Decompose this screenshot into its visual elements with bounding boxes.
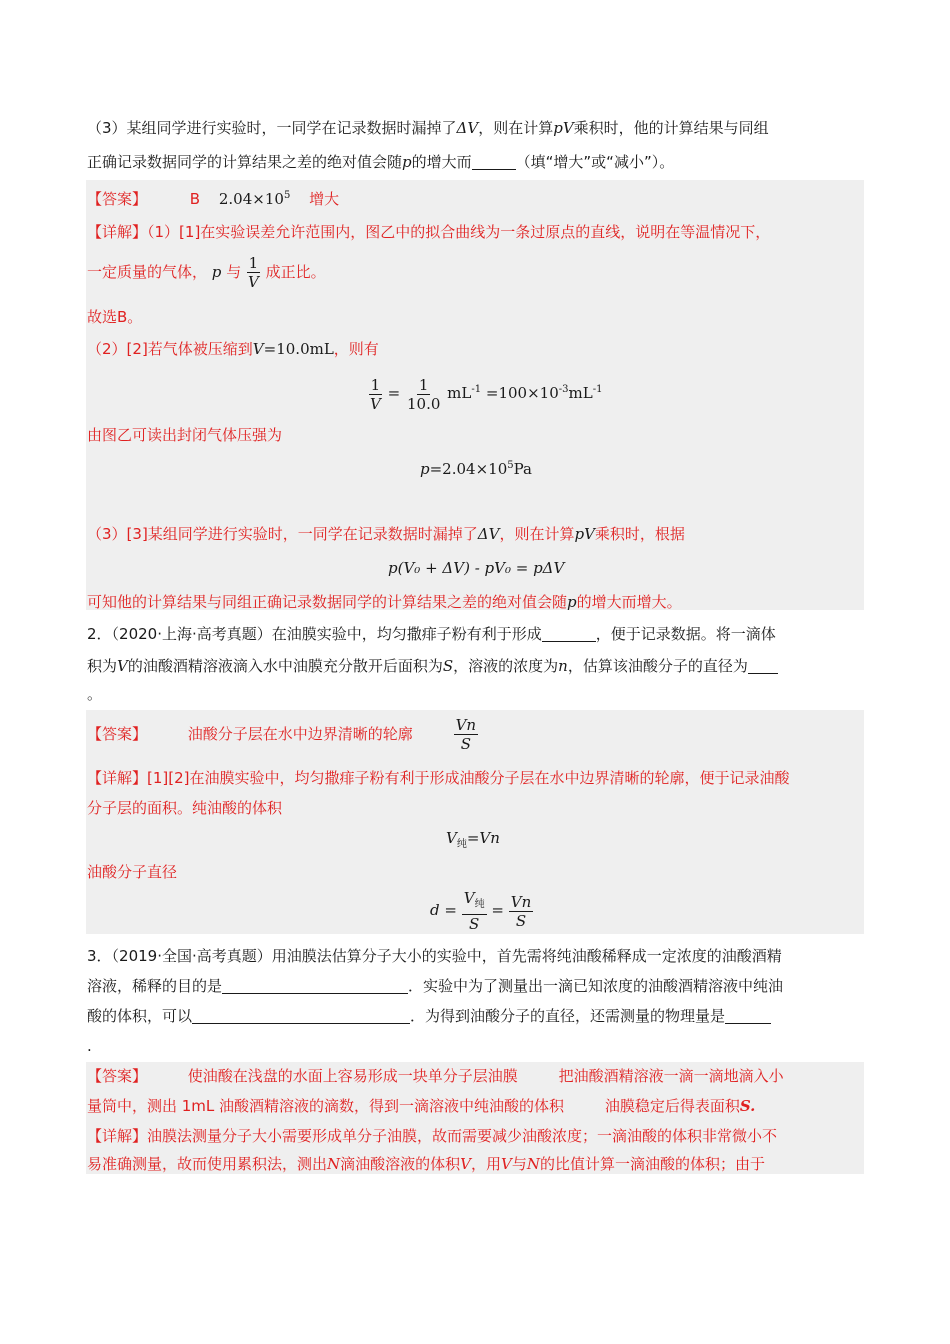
detail-tag: 【详解】 — [87, 1127, 148, 1145]
answer-1: B — [189, 190, 201, 208]
detail-tag: 【详解】 — [87, 769, 148, 787]
one-over-v-fraction: $\frac{1}{V}$ — [247, 254, 259, 291]
q2-answer-line — [87, 712, 478, 756]
answer-blank — [542, 625, 596, 642]
answer-blank — [472, 153, 516, 170]
q3-detail-line2: 易准确测量，故而使用累积法，测出N滴油酸溶液的体积V，用V与N的比值计算一滴油酸的体积；由于 — [87, 1155, 766, 1173]
pv-symbol: pV — [553, 119, 574, 137]
text: ，则在计算 — [499, 525, 575, 543]
q2-detail-line3: 油酸分子直径 — [87, 863, 178, 881]
answer-blank — [222, 977, 408, 994]
q2-equation-1: $V_纯=Vn$ — [446, 829, 500, 850]
text: 2．（2020·上海·高考真题）在油膜实验中，均匀撒痱子粉有利于形成 — [87, 625, 542, 643]
vn-over-s-fraction: $\frac{Vn}{S}$ — [455, 716, 477, 753]
q3-answer-line1 — [87, 1066, 784, 1086]
text: ，便于记录数据。将一滴体 — [595, 625, 776, 643]
v-value: =10.0mL — [263, 340, 334, 358]
text: 由图乙可读出封闭气体压强为 — [87, 426, 283, 444]
q2-detail-line2: 分子层的面积。纯油酸的体积 — [87, 799, 283, 817]
q2-line3: 。 — [87, 685, 103, 703]
answer-blank — [192, 1007, 410, 1024]
answer-2: 把油酸酒精溶液一滴一滴地滴入小 — [558, 1067, 784, 1085]
text: 的增大而增大。 — [576, 593, 682, 611]
text: 乘积时，他的计算结果与同组 — [573, 119, 769, 137]
answer-blank — [725, 1007, 771, 1024]
answer-tag: 【答案】 — [87, 190, 148, 208]
q3-line2: 溶液，稀释的目的是 ．实验中为了测量出一滴已知浓度的油酸酒精溶液中纯油 — [87, 977, 784, 995]
eq1-lhs-fraction: $\frac{1}{V}$ — [370, 375, 381, 413]
q1-part3-line2 — [87, 152, 674, 172]
q3-line3: 酸的体积，可以 ．为得到油酸分子的直径，还需测量的物理量是 — [87, 1006, 771, 1026]
answer-blank — [748, 657, 778, 674]
q2-line2: 积为V的油酸酒精溶液滴入水中油膜充分散开后面积为S，溶液的浓度为n，估算该油酸分子的直径为 — [87, 656, 778, 676]
equation-3: p(V₀ + ΔV) - pV₀ = pΔV — [388, 559, 565, 577]
answer-3: 油膜稳定后得表面积 — [604, 1097, 740, 1115]
q1-answer-line — [87, 186, 339, 209]
text: 的增大而 — [411, 153, 472, 171]
q2-equation-2: d = $\frac{V_纯}{S}$ = $\frac{Vn}{S}$ — [430, 889, 532, 933]
answer-2-exp: 5 — [283, 190, 291, 201]
text: 可知他的计算结果与同组正确记录数据同学的计算结果之差的绝对值会随 — [87, 593, 568, 611]
answer-tag: 【答案】 — [87, 725, 148, 743]
delta-v-symbol: ΔV — [456, 119, 479, 137]
eq1-rhs-fraction: $\frac{1}{10.0}$ — [406, 375, 441, 413]
q1-part3-line1 — [87, 118, 769, 138]
q2-line1 — [87, 624, 776, 644]
q2-detail-line1: 【详解】[1][2]在油膜实验中，均匀撒痱子粉有利于形成油酸分子层在水中边界清晰的轮廓，便于记录油酸 — [87, 769, 790, 787]
equation-1: $\frac{1}{V}$ = $\frac{1}{10.0}$ $mL^{-1} =100\times 10^{-3}mL^{-1}$ — [370, 375, 603, 413]
v-symbol: V — [252, 340, 264, 358]
p-symbol: p — [211, 263, 222, 281]
q3-line1: 3．（2019·全国·高考真题）用油膜法估算分子大小的实验中，首先需将纯油酸稀释成一定浓度的油酸酒精 — [87, 947, 782, 965]
q1-detail-part3: （3）[3]某组同学进行实验时，一同学在记录数据时漏掉了ΔV，则在计算pV乘积时，根据 — [87, 525, 685, 543]
text: （3）[3]某组同学进行实验时，一同学在记录数据时漏掉了 — [87, 525, 478, 543]
text: （2）[2]若气体被压缩到 — [87, 340, 253, 358]
p-symbol: p — [402, 153, 412, 171]
text: ，则在计算 — [478, 119, 554, 137]
answer-1: 使油酸在浅盘的水面上容易形成一块单分子层油膜 — [187, 1067, 518, 1085]
detail-tag: 【详解】 — [87, 223, 148, 241]
text: （1）[1]在实验误差允许范围内，图乙中的拟合曲线为一条过原点的直线，说明在等温情况下， — [147, 223, 771, 241]
q1-detail-conclusion: 可知他的计算结果与同组正确记录数据同学的计算结果之差的绝对值会随p的增大而增大。 — [87, 593, 682, 611]
q1-detail-pressure-text — [87, 425, 282, 445]
q3-line4: . — [87, 1037, 92, 1055]
answer-3: 增大 — [309, 190, 340, 208]
q3-answer-line2: 量筒中，测出 1mL 油酸酒精溶液的滴数，得到一滴溶液中纯油酸的体积 油膜稳定后得表面积S. — [87, 1097, 756, 1115]
text: 正确记录数据同学的计算结果之差的绝对值会随 — [87, 153, 403, 171]
q1-detail-part2 — [87, 339, 379, 359]
answer-tag: 【答案】 — [87, 1067, 148, 1085]
answer-1: 油酸分子层在水中边界清晰的轮廓 — [187, 725, 413, 743]
q1-detail-line1 — [87, 222, 770, 242]
text: 一定质量的气体， — [87, 263, 208, 281]
text: 与 — [226, 263, 242, 281]
text: （填“增大”或“减小”）。 — [515, 153, 675, 171]
text: ，则有 — [333, 340, 379, 358]
q3-detail-line1: 【详解】油膜法测量分子大小需要形成单分子油膜，故而需要减少油酸浓度；一滴油酸的体积非常微小不 — [87, 1127, 778, 1145]
equation-2: $p=2.04\times 10^5Pa$ — [420, 460, 532, 478]
answer-2: 2.04×10 — [218, 190, 284, 208]
text: （3）某组同学进行实验时，一同学在记录数据时漏掉了 — [87, 119, 457, 137]
q1-detail-line3 — [87, 307, 142, 327]
text: 乘积时，根据 — [594, 525, 685, 543]
q1-detail-line2 — [87, 252, 326, 292]
text: 故选B。 — [87, 308, 143, 326]
text: 成正比。 — [265, 263, 326, 281]
